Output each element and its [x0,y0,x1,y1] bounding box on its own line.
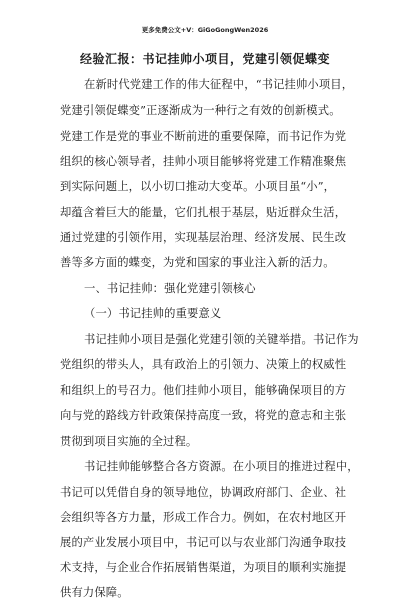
body-line: 展的产业发展小项目中，书记可以与农业部门沟通争取技 [60,536,347,549]
body-line: 贯彻到项目实施的全过程。 [60,435,198,448]
body-line: 党建引领促蝶变”正逐渐成为一种行之有效的创新模式。 [60,104,341,117]
document-title: 经验汇报：书记挂帅小项目，党建引领促蝶变 [79,52,330,66]
body-line: 党建工作是党的事业不断前进的重要保障，而书记作为党 [60,130,347,143]
watermark-text: 更多免费公文+V：GiGoGongWen2026 [141,26,269,34]
subsection-heading: （一）书记挂帅的重要意义 [84,307,222,320]
body-line: 术支持，与企业合作拓展销售渠道，为项目的顺利实施提 [60,561,347,574]
body-line: 组织的核心领导者，挂帅小项目能够将党建工作精准聚焦 [60,155,347,168]
body-line: 会组织等各方力量，形成工作合力。例如，在农村地区开 [60,511,347,524]
body-line: 向与党的路线方针政策保持高度一致，将党的意志和主张 [60,409,347,422]
body-line: 却蕴含着巨大的能量，它们扎根于基层，贴近群众生活， [60,206,347,219]
body-line: 书记挂帅能够整合各方资源。在小项目的推进过程中， [84,460,359,473]
body-line: 党组织的带头人，具有政治上的引领力、决策上的权威性 [60,358,347,371]
section-heading: 一、书记挂帅：强化党建引领核心 [84,282,256,295]
body-line: 书记挂帅小项目是强化党建引领的关键举措。书记作为 [84,333,359,346]
body-line: 善等多方面的蝶变，为党和国家的事业注入新的活力。 [60,256,335,269]
body-line: 通过党建的引领作用，实现基层治理、经济发展、民生改 [60,231,347,244]
body-line: 到实际问题上，以小切口推动大变革。小项目虽“小”， [60,180,336,193]
body-line: 和组织上的号召力。他们挂帅小项目，能够确保项目的方 [60,384,347,397]
body-line: 供有力保障。 [60,586,129,599]
body-line: 书记可以凭借自身的领导地位，协调政府部门、企业、社 [60,486,347,499]
body-line: 在新时代党建工作的伟大征程中，“书记挂帅小项目， [84,78,354,91]
